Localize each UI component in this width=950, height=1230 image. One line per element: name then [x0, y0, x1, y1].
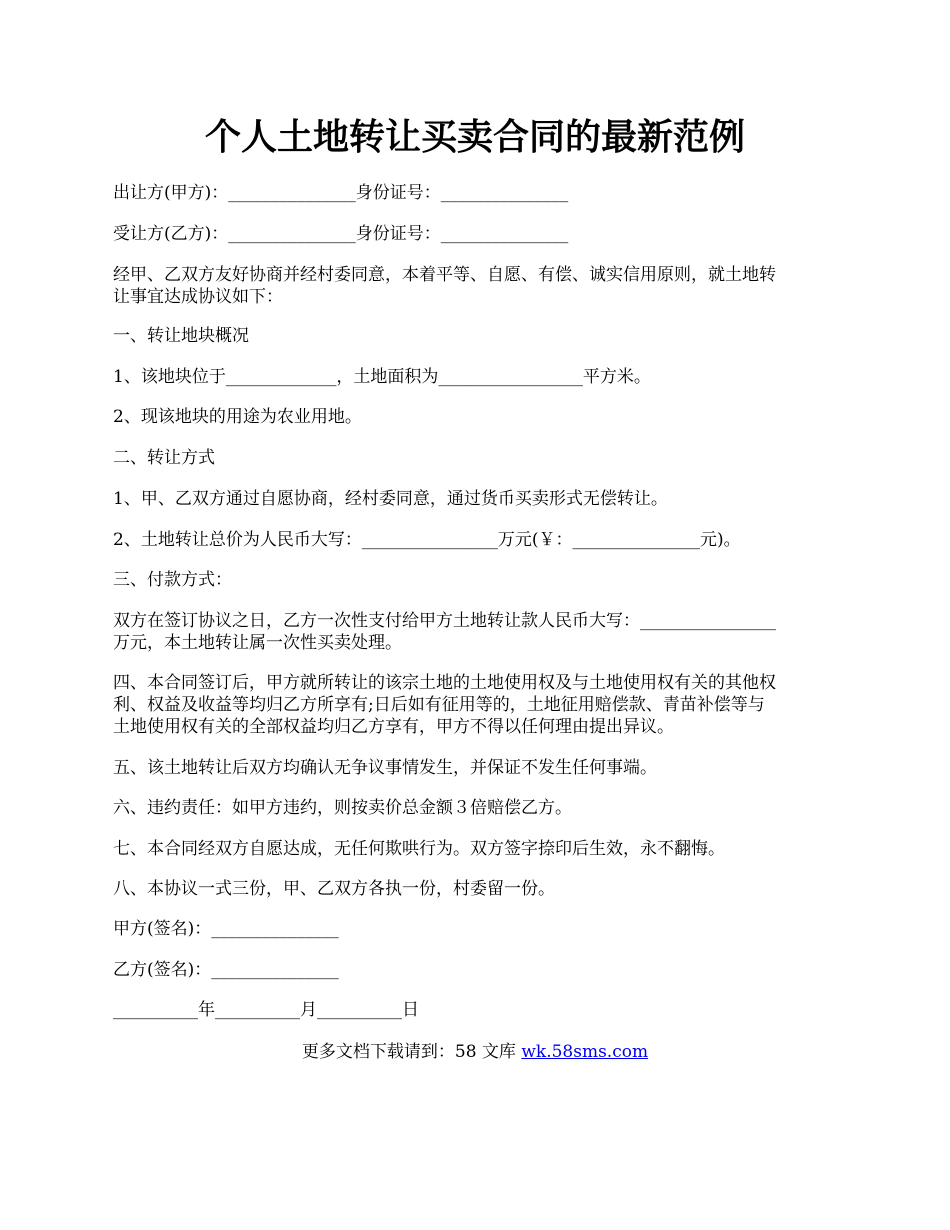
section-2-item-1: 1、甲、乙双方通过自愿协商，经村委同意，通过货币买卖形式无偿转让。	[113, 489, 668, 509]
section-3-text-2: 万元，本土地转让属一次性买卖处理。	[113, 633, 402, 653]
section-1-heading: 一、转让地块概况	[113, 326, 249, 346]
section-1-item-1: 1、该地块位于_____________，土地面积为_________________平方米。	[113, 367, 651, 387]
footer-text: 更多文档下载请到：58 文库	[301, 1042, 522, 1062]
document-title: 个人土地转让买卖合同的最新范例	[204, 116, 745, 158]
section-1-item-2: 2、现该地块的用途为农业用地。	[113, 407, 362, 427]
section-8-text: 八、本协议一式三份，甲、乙双方各执一份，村委留一份。	[113, 879, 555, 899]
section-4-text-3: 土地使用权有关的全部权益均归乙方享有，甲方不得以任何理由提出异议。	[113, 717, 674, 737]
section-6-text: 六、违约责任：如甲方违约，则按卖价总金额３倍赔偿乙方。	[113, 798, 572, 818]
transferor-line: 出让方(甲方)：_______________身份证号：_______________	[113, 183, 569, 203]
section-3-heading: 三、付款方式：	[113, 570, 232, 590]
transferee-line: 受让方(乙方)：_______________身份证号：_______________	[113, 224, 569, 244]
intro-line-1: 经甲、乙双方友好协商并经村委同意，本着平等、自愿、有偿、诚实信用原则，就土地转	[113, 265, 776, 285]
party-b-signature: 乙方(签名)：_______________	[113, 960, 339, 980]
section-7-text: 七、本合同经双方自愿达成，无任何欺哄行为。双方签字捺印后生效，永不翻悔。	[113, 839, 725, 859]
section-2-item-2: 2、土地转让总价为人民币大写：________________万元(￥：_______________元)。	[113, 530, 741, 550]
section-4-text-1: 四、本合同签订后，甲方就所转让的该宗土地的土地使用权及与土地使用权有关的其他权	[113, 673, 776, 693]
section-3-text-1: 双方在签订协议之日，乙方一次性支付给甲方土地转让款人民币大写：________________	[113, 611, 776, 631]
intro-line-2: 让事宜达成协议如下：	[113, 287, 283, 307]
party-a-signature: 甲方(签名)：_______________	[113, 919, 339, 939]
section-2-heading: 二、转让方式	[113, 448, 215, 468]
date-line: __________年__________月__________日	[113, 1000, 419, 1020]
footer-link[interactable]: wk.58sms.com	[521, 1042, 649, 1062]
section-4-text-2: 利、权益及收益等均归乙方所享有;日后如有征用等的，土地征用赔偿款、青苗补偿等与	[113, 695, 765, 715]
section-5-text: 五、该土地转让后双方均确认无争议事情发生，并保证不发生任何事端。	[113, 758, 657, 778]
footer	[0, 1041, 950, 1063]
